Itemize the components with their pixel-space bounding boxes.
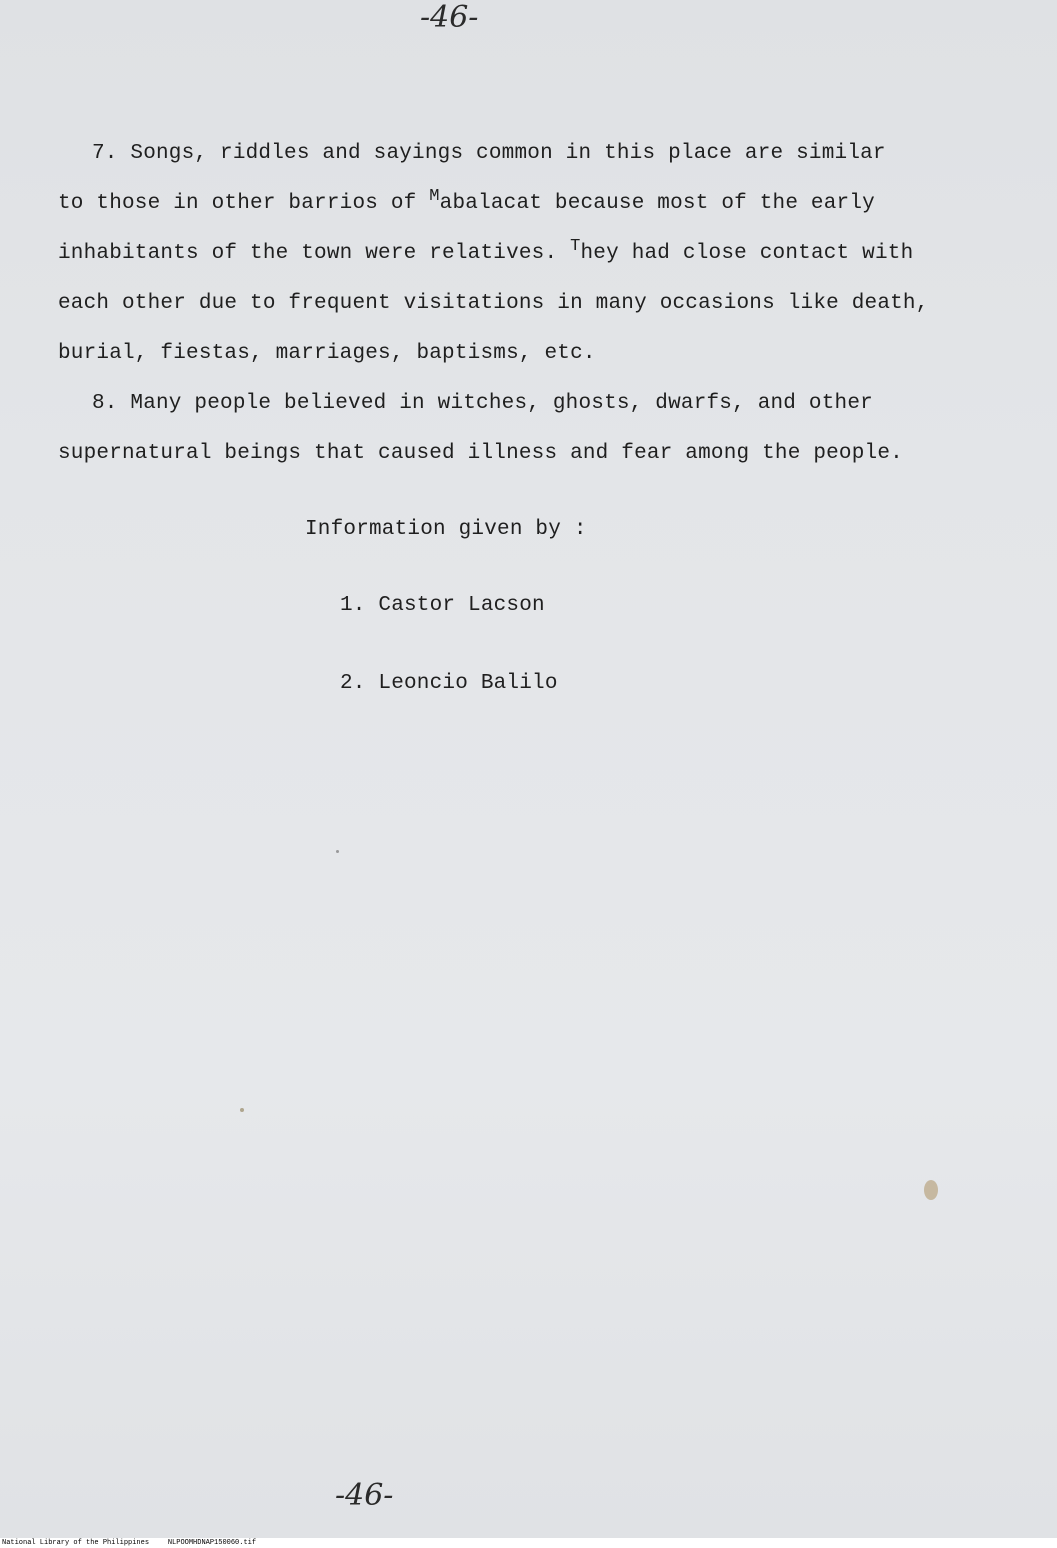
item7-line4: each other due to frequent visitations in many occasions like death, <box>58 292 929 315</box>
item7-line2: to those in other barrios of $^M$abalacat because most of the early <box>58 187 875 215</box>
page-number-top: -46- <box>420 0 479 35</box>
paper-speck <box>240 1108 244 1112</box>
superscript-t: T <box>570 237 581 256</box>
page-number-bottom: -46- <box>335 1478 394 1513</box>
item7-line3: inhabitants of the town were relatives. $^T$hey had close contact with <box>58 237 914 265</box>
footer-library: National Library of the Philippines <box>2 1539 150 1547</box>
bleed-through-text <box>60 600 960 1460</box>
scan-footer <box>0 1538 1057 1548</box>
footer-filename: NLPOOMHDNAP150060.tif <box>167 1539 257 1547</box>
corrected-word: contact <box>759 242 850 265</box>
item7-line5: burial, fiestas, marriages, baptisms, etc. <box>58 342 596 365</box>
item8-line1: 8. Many people believed in witches, ghosts, dwarfs, and other <box>92 392 873 415</box>
item8-line2: supernatural beings that caused illness and fear among the people. <box>58 442 903 465</box>
informant-1: 1. Castor Lacson <box>340 594 545 617</box>
item7-line1: 7. Songs, riddles and sayings common in this place are similar <box>92 142 886 165</box>
info-heading: Information given by : <box>305 518 587 541</box>
superscript-m: M <box>429 187 440 206</box>
paper-stain <box>924 1180 938 1200</box>
informant-2: 2. Leoncio Balilo <box>340 672 558 695</box>
paper-speck <box>336 850 339 853</box>
